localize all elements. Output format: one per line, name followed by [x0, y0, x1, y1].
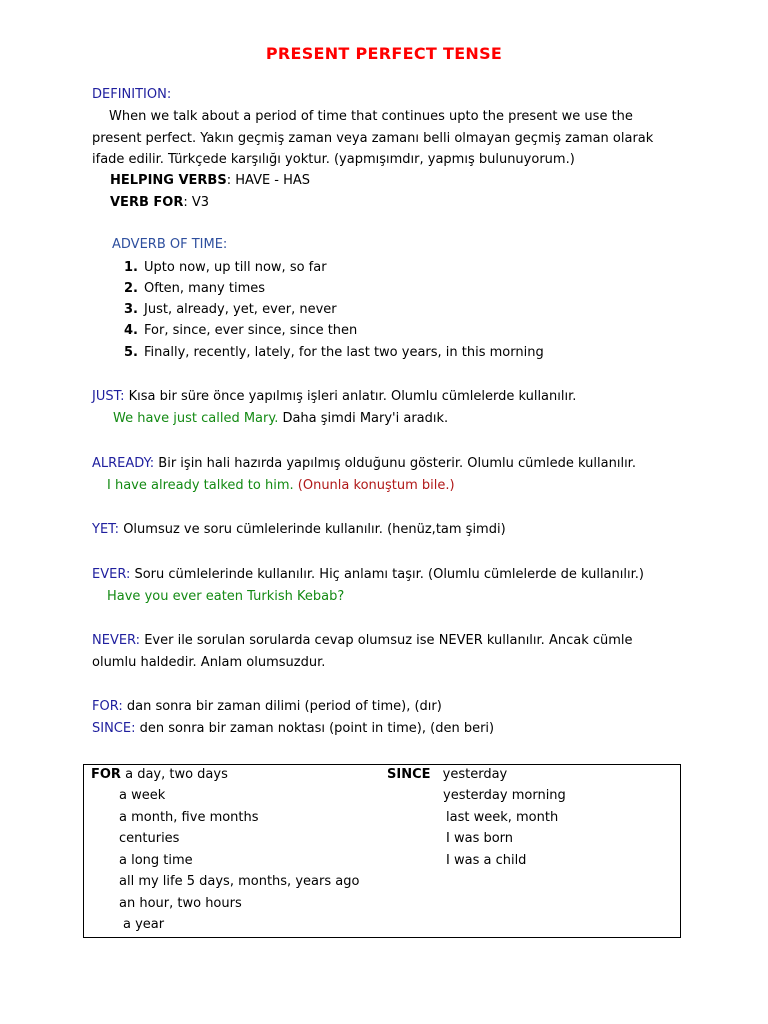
already-translation: (Onunla konuştum bile.)	[293, 478, 455, 493]
adverb-item-text: Often, many times	[144, 281, 266, 296]
already-example-sentence: I have already talked to him.	[107, 478, 294, 493]
adverb-item	[124, 260, 327, 275]
for-column-label: FOR	[91, 767, 121, 782]
since-item: last week, month	[446, 810, 559, 825]
for-item: a day, two days	[125, 767, 228, 782]
for-since-table	[83, 764, 681, 938]
just-example-sentence: We have just called Mary.	[113, 411, 279, 426]
helping-verbs-label: HELPING VERBS	[110, 173, 227, 188]
verb-form-value: : V3	[183, 195, 210, 210]
definition-line-2: present perfect. Yakın geçmiş zaman veya zamanı belli olmayan geçmiş zaman olarak	[92, 131, 654, 146]
for-item: centuries	[119, 831, 180, 846]
never-text: Ever ile sorulan sorularda cevap olumsuz ise NEVER kullanılır. Ancak cümle	[140, 633, 633, 648]
never-label: NEVER:	[92, 633, 141, 648]
adverb-item	[124, 345, 544, 360]
for-rule	[92, 699, 442, 714]
adverb-item-text: Finally, recently, lately, for the last two years, in this morning	[144, 345, 544, 360]
for-item: all my life 5 days, months, years ago	[119, 874, 360, 889]
for-item: a year	[123, 917, 165, 932]
adverb-item-number: 3.	[124, 302, 138, 317]
verb-form	[110, 195, 209, 210]
since-label: SINCE:	[92, 721, 136, 736]
helping-verbs-value: : HAVE - HAS	[226, 173, 311, 188]
ever-rule	[92, 567, 644, 582]
never-text-continued: olumlu haldedir. Anlam olumsuzdur.	[92, 655, 326, 670]
since-item: yesterday morning	[443, 788, 566, 803]
just-translation: Daha şimdi Mary'i aradık.	[278, 411, 449, 426]
just-label: JUST:	[92, 389, 125, 404]
never-rule	[92, 633, 633, 648]
page-title: PRESENT PERFECT TENSE	[265, 44, 503, 63]
adverb-item-number: 5.	[124, 345, 138, 360]
already-example	[107, 478, 455, 493]
ever-example-sentence: Have you ever eaten Turkish Kebab?	[107, 589, 345, 604]
for-label: FOR:	[92, 699, 123, 714]
already-rule	[92, 456, 636, 471]
definition-heading: DEFINITION:	[92, 87, 172, 102]
adverb-item-number: 4.	[124, 323, 138, 338]
for-item: a long time	[119, 853, 193, 868]
since-item: I was a child	[446, 853, 527, 868]
helping-verbs	[110, 173, 310, 188]
yet-text: Olumsuz ve soru cümlelerinde kullanılır. (henüz,tam şimdi)	[119, 522, 506, 537]
ever-label: EVER:	[92, 567, 131, 582]
since-item: I was born	[446, 831, 514, 846]
for-item: a month, five months	[119, 810, 259, 825]
adverb-heading: ADVERB OF TIME:	[112, 237, 228, 252]
just-example	[113, 411, 448, 426]
adverb-item-number: 1.	[124, 260, 138, 275]
since-column-first-row	[387, 767, 507, 782]
adverb-item-text: Upto now, up till now, so far	[144, 260, 327, 275]
for-text: dan sonra bir zaman dilimi (period of time), (dır)	[122, 699, 442, 714]
since-text: den sonra bir zaman noktası (point in time), (den beri)	[135, 721, 495, 736]
definition-line-1: When we talk about a period of time that continues upto the present we use the	[109, 109, 633, 124]
adverb-item-text: Just, already, yet, ever, never	[144, 302, 337, 317]
already-text: Bir işin hali hazırda yapılmış olduğunu gösterir. Olumlu cümlede kullanılır.	[154, 456, 636, 471]
for-item: an hour, two hours	[119, 896, 242, 911]
yet-rule	[92, 522, 506, 537]
verb-form-label: VERB FOR	[110, 195, 184, 210]
adverb-item	[124, 281, 265, 296]
since-item: yesterday	[442, 767, 508, 782]
definition-line-3: ifade edilir. Türkçede karşılığı yoktur. (yapmışımdır, yapmış bulunuyorum.)	[92, 152, 575, 167]
since-rule	[92, 721, 494, 736]
since-column-label: SINCE	[387, 767, 431, 782]
just-text: Kısa bir süre önce yapılmış işleri anlatır. Olumlu cümlelerde kullanılır.	[124, 389, 577, 404]
just-rule	[92, 389, 576, 404]
adverb-item	[124, 323, 357, 338]
for-item: a week	[119, 788, 166, 803]
adverb-item	[124, 302, 337, 317]
adverb-item-number: 2.	[124, 281, 138, 296]
adverb-item-text: For, since, ever since, since then	[144, 323, 358, 338]
ever-text: Soru cümlelerinde kullanılır. Hiç anlamı taşır. (Olumlu cümlelerde de kullanılır.)	[130, 567, 644, 582]
yet-label: YET:	[92, 522, 120, 537]
for-column-first-row	[91, 767, 228, 782]
already-label: ALREADY:	[92, 456, 155, 471]
